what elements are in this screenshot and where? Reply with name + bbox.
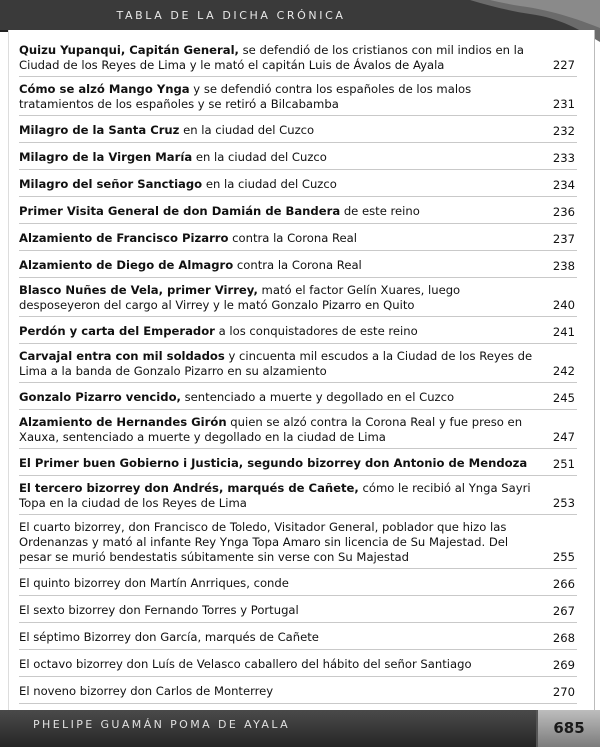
page-number: 685 [553,719,585,737]
toc-entry-page: 233 [552,151,575,165]
toc-entry-text [19,123,577,138]
header-title: TABLA DE LA DICHA CRÓNICA [116,9,346,22]
toc-entry-heading: Cómo se alzó Mango Ynga [19,82,190,96]
toc-entry-description: El noveno bizorrey don Carlos de Monterrey [19,684,274,698]
toc-entry-text [19,390,577,405]
toc-entry-heading: Alzamiento de Hernandes Girón [19,415,227,429]
toc-entry-description: El séptimo Bizorrey don García, marqués de Cañete [19,630,319,644]
toc-entry-page: 242 [552,364,575,378]
toc-entry-heading: Blasco Nuñes de Vela, primer Virrey, [19,283,258,297]
toc-entry-text [19,576,577,591]
toc-entry [19,317,577,344]
toc-entry-text [19,684,577,699]
toc-entry [19,116,577,143]
toc-entry [19,251,577,278]
toc-entry [19,410,577,449]
toc-entry-heading: Gonzalo Pizarro vencido, [19,390,181,404]
toc-entry-page: 238 [552,259,575,273]
toc-entry-text [19,283,577,313]
toc-entry-page: 237 [552,232,575,246]
toc-entry-page: 267 [552,604,575,618]
toc-entry-text [19,481,577,511]
toc-entry-text [19,603,577,618]
page-number-box [536,710,600,747]
toc-entry-text [19,43,577,73]
toc-entry-description: El cuarto bizorrey, don Francisco de Toledo, Visitador General, poblador que hizo las Ordenanzas y mató al infante Rey Ynga Topa Amaro sin licencia de Su Majestad. Del pesar se murió bendestatis súbitamente sin verse con Su Majestad [19,520,509,564]
toc-entry [19,596,577,623]
toc-entry-description: mató el factor Gelín Xuares, luego desposeyeron del cargo al Virrey y le mató Gonzalo Pizarro en Quito [19,283,461,312]
toc-entry-page: 231 [552,97,575,111]
toc-entry-description: contra la Corona Real [228,231,358,245]
toc-entry [19,170,577,197]
toc-entry-description: de este reino [340,204,420,218]
toc-entry [19,569,577,596]
toc-entry [19,77,577,116]
toc-entry-page: 255 [552,550,575,564]
toc-entry [19,38,577,77]
toc-entry-description: a los conquistadores de este reino [214,324,418,338]
toc-entry-page: 266 [552,577,575,591]
toc-entry-text [19,520,577,565]
toc-entry-page: 232 [552,124,575,138]
toc-entry [19,476,577,515]
toc-entry-page: 247 [552,430,575,444]
toc-entry-description: en la ciudad del Cuzco [192,150,327,164]
toc-entry-heading: Milagro de la Virgen María [19,150,193,164]
toc-entry-heading: Milagro de la Santa Cruz [19,123,180,137]
toc-entry-description: contra la Corona Real [233,258,362,272]
toc-entry-text [19,204,577,219]
footer-band [0,710,540,747]
toc-entry-description: quien se alzó contra la Corona Real y fue preso en Xauxa, sentenciado a muerte y degollado en la ciudad de Lima [19,415,523,444]
toc-entry-page: 270 [552,685,575,699]
page-footer [0,710,600,747]
toc-entry [19,677,577,704]
toc-entry-text [19,258,577,273]
toc-entry-page: 253 [552,496,575,510]
toc-entry-description: El sexto bizorrey don Fernando Torres y Portugal [19,603,299,617]
toc-entry-description: cómo le recibió al Ynga Sayri Topa en la ciudad de los Reyes de Lima [19,481,531,510]
toc-entry [19,344,577,383]
toc-entry-page: 241 [552,325,575,339]
toc-entry-page: 227 [552,58,575,72]
toc-entry-text [19,231,577,246]
toc-entry-page: 268 [552,631,575,645]
toc-entry-description: sentenciado a muerte y degollado en el Cuzco [180,390,455,404]
toc-entry-heading: Primer Visita General de don Damián de Bandera [19,204,341,218]
toc-entry [19,650,577,677]
toc-entry-text [19,456,577,471]
toc-entry-heading: El tercero bizorrey don Andrés, marqués de Cañete, [19,481,359,495]
toc-entry [19,515,577,569]
toc-entry-page: 240 [552,298,575,312]
toc-entry [19,623,577,650]
toc-entry-description: en la ciudad del Cuzco [202,177,337,191]
toc-entry-heading: El Primer buen Gobierno i Justicia, segundo bizorrey don Antonio de Mendoza [19,456,528,470]
toc-entry-description: y se defendió contra los españoles de los malos tratamientos de los españoles y se retiró a Bilcabamba [19,82,472,111]
toc-entry-heading: Perdón y carta del Emperador [19,324,215,338]
toc-entry-text [19,349,577,379]
toc-entry-text [19,150,577,165]
toc-entry-description: se defendió de los cristianos con mil indios en la Ciudad de los Reyes de Lima y le mató el capitán Luis de Ávalos de Ayala [19,43,524,72]
page-header [0,0,600,32]
toc-entry-page: 236 [552,205,575,219]
toc-entry-heading: Milagro del señor Sanctiago [19,177,203,191]
toc-entry-page: 245 [552,391,575,405]
toc-entry [19,449,577,476]
toc-entry-page: 234 [552,178,575,192]
toc-entry-description: y cincuenta mil escudos a la Ciudad de los Reyes de Lima a la banda de Gonzalo Pizarro en su alzamiento [19,349,533,378]
table-of-contents [19,38,577,704]
toc-entry [19,383,577,410]
toc-entry-text [19,630,577,645]
toc-entry-text [19,324,577,339]
toc-entry-description: en la ciudad del Cuzco [179,123,315,137]
toc-entry-heading: Alzamiento de Francisco Pizarro [19,231,229,245]
toc-entry-heading: Alzamiento de Diego de Almagro [19,258,234,272]
toc-entry [19,278,577,317]
toc-entry-heading: Quizu Yupanqui, Capitán General, [19,43,239,57]
toc-entry-description: El quinto bizorrey don Martín Anrriques, conde [19,576,289,590]
toc-entry [19,143,577,170]
toc-entry-text [19,82,577,112]
toc-entry [19,197,577,224]
toc-entry-text [19,177,577,192]
toc-entry-page: 251 [552,457,575,471]
toc-entry-description: El octavo bizorrey don Luís de Velasco caballero del hábito del señor Santiago [19,657,472,671]
toc-entry-heading: Carvajal entra con mil soldados [19,349,225,363]
toc-entry-text [19,657,577,672]
footer-author: PHELIPE GUAMÁN POMA DE AYALA [33,718,291,731]
toc-entry [19,224,577,251]
toc-entry-text [19,415,577,445]
toc-entry-page: 269 [552,658,575,672]
